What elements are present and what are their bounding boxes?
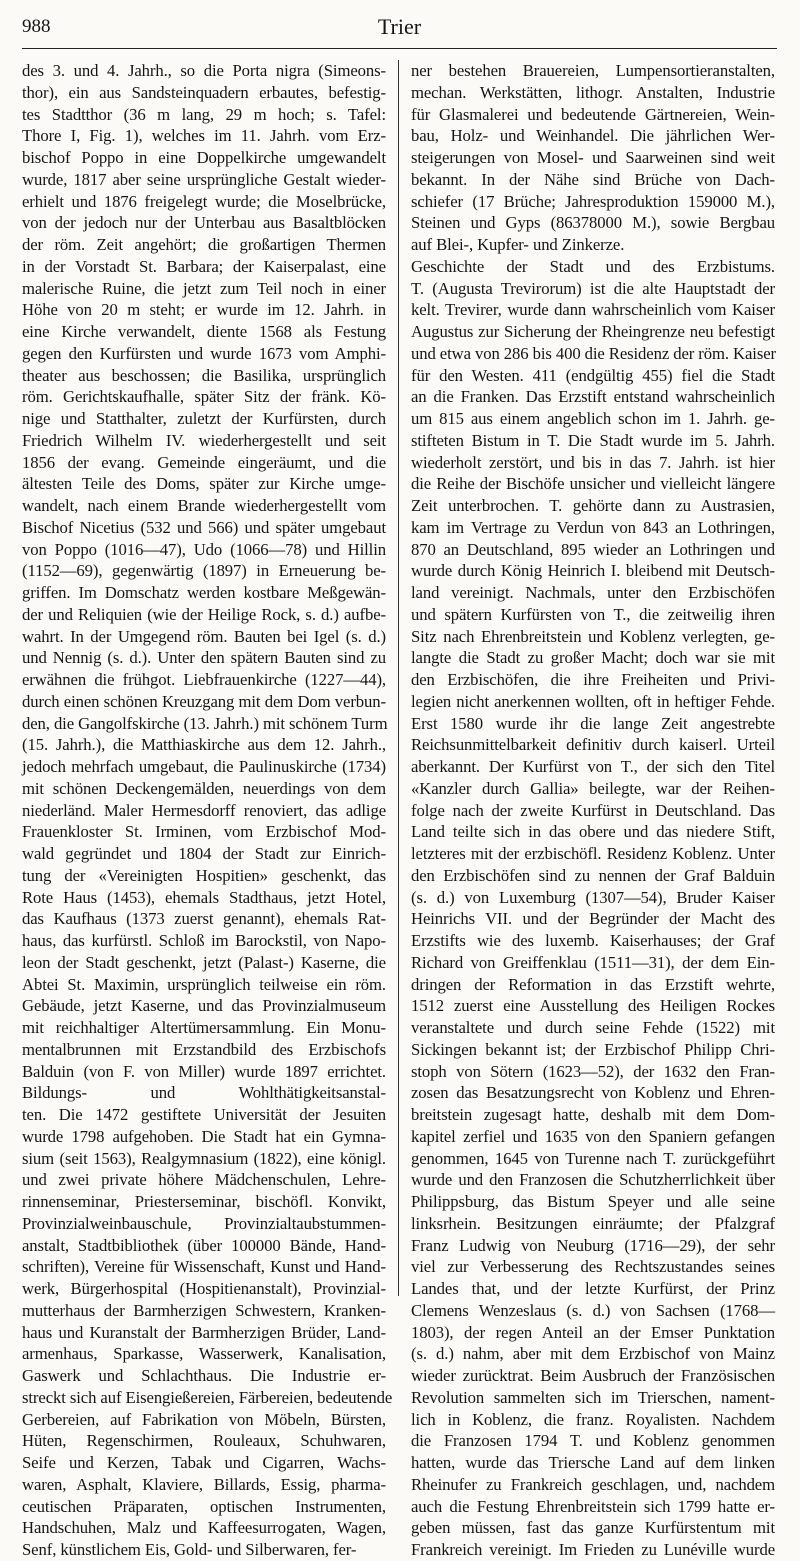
text-line: kam im Vertrage zu Verdun von 843 an Lothringen, (411, 517, 775, 537)
text-line: haus, das kurfürstl. Schloß im Barockstil, von Napo- (22, 931, 386, 950)
text-line: von der jedoch nur der Unterbau aus Basaltblöcken (22, 213, 386, 233)
text-line: anstalt, Stadtbibliothek (über 100000 Bände, Hand- (22, 1235, 386, 1255)
text-line: Heinrichs VII. und der Begründer der Macht des (411, 909, 775, 929)
text-line: leon der Stadt geschenkt, jetzt (Palast-) Kaserne, die (22, 952, 386, 972)
text-line: Revolution sammelten sich im Trierschen, nament- (411, 1387, 775, 1407)
text-line: den Erzbischöfen sind zu nennen der Graf Balduin (411, 865, 775, 885)
text-line: bekannt. In der Nähe sind Brüche von Dach- (411, 169, 775, 189)
text-line: 1512 zuerst eine Ausstellung des Heiligen Rockes (411, 996, 775, 1016)
text-line: griffen. Im Domschatz werden kostbare Meßgewän- (22, 583, 386, 602)
text-line: geben müssen, fast das ganze Kurfürstentum mit (411, 1518, 775, 1538)
text-line: Höhe von 20 m steht; er wurde im 12. Jahrh. in (22, 300, 386, 320)
text-line: Augustus zur Sicherung der Rheingrenze neu befestigt (411, 322, 775, 341)
text-line: langte die Stadt zu großer Macht; doch war sie mit (411, 648, 775, 668)
text-line: Rote Haus (1453), ehemals Stadthaus, jetzt Hotel, (22, 887, 386, 907)
text-line: mechan. Werkstätten, lithogr. Anstalten, Industrie (411, 82, 775, 102)
text-line: wurde, 1817 aber seine ursprüngliche Gestalt wieder- (22, 169, 386, 189)
text-line: Frauenkloster St. Irminen, vom Erzbischof Mod- (22, 822, 386, 842)
text-line: legien nicht anerkennen wollten, oft in heftiger Fehde. (411, 691, 775, 711)
text-line: Steinen und Gyps (86378000 M.), sowie Bergbau (411, 213, 775, 233)
text-line: schriften), Vereine für Wissenschaft, Kunst und Hand- (22, 1257, 386, 1277)
text-line: Provinzialweinbauschule, Provinzialtaubstummen- (22, 1213, 386, 1233)
text-line: und etwa von 286 bis 400 die Residenz der röm. Kaiser (411, 343, 776, 363)
text-line: und zwei private höhere Mädchenschulen, Lehre- (22, 1170, 386, 1190)
text-line: Geschichte der Stadt und des Erzbistums. (411, 256, 775, 276)
right-column (411, 60, 776, 1559)
text-line: Landes that, und der letzte Kurfürst, der Prinz (411, 1279, 775, 1298)
text-line: sium (seit 1563), Realgymnasium (1822), eine königl. (22, 1148, 386, 1168)
text-line: mentalbrunnen mit Erzstandbild des Erzbischofs (22, 1039, 386, 1059)
text-line: das Kaufhaus (1373 zuerst genannt), ehemals Rat- (22, 909, 386, 929)
text-line: ner bestehen Brauereien, Lumpensortieranstalten, (411, 61, 775, 80)
text-line: und spätern Kurfürsten von T., die zeitweilig ihren (411, 604, 775, 624)
text-line: Franz Ludwig von Neuburg (1716—29), der sehr (411, 1235, 775, 1255)
text-line: kelt. Trevirer, wurde dann wahrscheinlich vom Kaiser (411, 300, 775, 320)
text-line: stoph von Sötern (1623—52), der 1632 den Fran- (411, 1061, 775, 1081)
text-line: von Poppo (1016—47), Udo (1066—78) und Hillin (22, 539, 386, 559)
text-line: die Franzosen 1794 T. und Koblenz genommen (411, 1431, 775, 1451)
text-line: haus und Kuranstalt der Barmherzigen Brüder, Land- (22, 1322, 386, 1342)
text-line: Gebäude, jetzt Kaserne, und das Provinzialmuseum (22, 996, 386, 1016)
text-line: wurde 1798 aufgehoben. Die Stadt hat ein Gymna- (22, 1126, 386, 1146)
text-line: Senf, künstlichem Eis, Gold- und Silberwaren, fer- (22, 1540, 357, 1559)
text-line: tung der «Vereinigten Hospitien» geschenkt, das (22, 865, 386, 885)
text-line: steigerungen von Mosel- und Saarweinen sind weit (411, 148, 775, 167)
text-line: Seife und Kerzen, Tabak und Cigarren, Wachs- (22, 1453, 386, 1472)
text-line: malerische Ruine, die jetzt zum Teil noch in einer (22, 278, 386, 298)
text-line: rinnenseminar, Priesterseminar, bischöfl. Konvikt, (22, 1192, 386, 1211)
text-line: röm. Gerichtskaufhalle, später Sitz der fränk. Kö- (22, 387, 386, 407)
text-line: viel zur Verbesserung des Rechtszustandes seines (411, 1257, 775, 1277)
text-line: ältesten Teile des Doms, später zur Kirche umge- (22, 474, 386, 494)
text-line: schiefer (17 Brüche; Jahresproduktion 159000 M.), (411, 191, 775, 211)
text-line: des 3. und 4. Jahrh., so die Porta nigra (Simeons- (22, 61, 386, 80)
text-line: armenhaus, Sparkasse, Wasserwerk, Kanalisation, (22, 1344, 386, 1364)
text-line: erhielt und 1876 freigelegt wurde; die Moselbrücke, (22, 191, 386, 211)
text-line: werk, Bürgerhospital (Hospitienanstalt), Provinzial- (22, 1279, 386, 1298)
text-line: wieder zurücktrat. Beim Ausbruch der Französischen (411, 1366, 775, 1385)
text-line: linksrhein. Besitzungen einräumte; der Pfalzgraf (411, 1213, 775, 1233)
left-column (22, 60, 393, 1559)
text-line: Abtei St. Maximin, ursprünglich teilweise ein röm. (22, 974, 386, 994)
text-line: Sitz nach Ehrenbreitstein und Koblenz verlegten, ge- (411, 626, 775, 646)
text-line: 870 an Deutschland, 895 wieder an Lothringen und (411, 539, 775, 559)
text-line: Gaswerk und Schlachthaus. Die Industrie er- (22, 1366, 386, 1385)
text-line: Bischof Nicetius (532 und 566) und später umgebaut (22, 517, 386, 537)
text-line: der und Reliquien (wie der Heilige Rock, s. d.) aufbe- (22, 604, 386, 624)
text-line: für den Westen. 411 (endgültig 455) fiel die Stadt (411, 365, 775, 385)
text-line: kapitel zerfiel und 1635 von den Spaniern gefangen (411, 1126, 775, 1146)
text-line: an die Franken. Das Erzstift entstand wahrscheinlich (411, 387, 775, 407)
text-line: veranstaltete und durch seine Fehde (1522) mit (411, 1018, 775, 1037)
text-line: Friedrich Wilhelm IV. wiederhergestellt und seit (22, 430, 386, 450)
text-line: theater aus beschossen; die Basilika, ursprünglich (22, 365, 386, 385)
text-line: eine Kirche verwandelt, diente 1568 als Festung (22, 322, 386, 341)
text-line: wald gegründet und 1804 der Stadt zur Einrich- (22, 844, 386, 863)
text-line: dringen der Reformation in das Erzstift wehrte, (411, 974, 775, 994)
text-line: nige und Statthalter, zuletzt der Kurfürsten, durch (22, 409, 386, 428)
text-line: erwähnen die frühgot. Liebfrauenkirche (1227—44), (22, 670, 386, 689)
text-line: den, die Gangolfskirche (13. Jahrh.) mit schönem Turm (22, 713, 388, 733)
text-line: Rheinufer zu Frankreich geschlagen, und, nachdem (411, 1474, 775, 1494)
text-line: streckt sich auf Eisengießereien, Färbereien, bedeutende (22, 1387, 393, 1407)
page-number: 988 (22, 16, 51, 37)
text-line: Reichsunmittelbarkeit definitiv durch kaiserl. Urteil (411, 735, 775, 755)
text-line: die Reihe der Bischöfe unsicher und vielleicht längere (411, 474, 775, 494)
text-line: «Kanzler durch Gallia» beilegte, war der Reihen- (411, 778, 775, 798)
text-line: Philippsburg, das Bistum Speyer und alle seine (411, 1192, 775, 1211)
text-line: Handschuhen, Malz und Kaffeesurrogaten, Wagen, (22, 1518, 386, 1538)
text-line: Gerbereien, auf Fabrikation von Möbeln, Bürsten, (22, 1409, 386, 1429)
text-line: breitstein zugesagt hatte, deshalb mit dem Dom- (411, 1105, 775, 1124)
text-line: mit schönen Deckengemälden, neuerdings von dem (22, 778, 386, 798)
text-line: bischof Poppo in eine Doppelkirche umgewandelt (22, 148, 386, 167)
text-line: für Glasmalerei und bedeutende Gärtnereien, Wein- (411, 104, 775, 124)
text-line: 1856 der evang. Gemeinde eingeräumt, und die (22, 452, 386, 472)
text-line: wiederholt zerstört, und bis in das 7. Jahrh. ist hier (411, 452, 775, 472)
text-line: land vereinigt. Nachmals, unter den Erzbischöfen (411, 583, 775, 602)
text-line: stifteten Bistum in T. Die Stadt wurde im 5. Jahrh. (411, 430, 775, 450)
text-line: 1803), der regen Anteil an der Emser Punktation (411, 1322, 775, 1342)
text-line: wahrt. In der Umgegend röm. Bauten bei Igel (s. d.) (22, 626, 386, 646)
text-line: (1152—69), gegenwärtig (1897) in Erneuerung be- (22, 561, 386, 581)
text-line: folge nach der zweite Kurfürst in Deutschland. Das (411, 800, 775, 820)
text-line: wurde und den Franzosen die Schutzherrlichkeit über (411, 1170, 775, 1190)
text-line: tes Stadtthor (36 m lang, 29 m hoch; s. Tafel: (22, 104, 386, 124)
text-line: wurde durch König Heinrich I. bleibend mit Deutsch- (411, 561, 775, 581)
text-line: zosen das Besatzungsrecht von Koblenz und Ehren- (411, 1083, 775, 1103)
text-line: Erst 1580 wurde ihr die lange Zeit angestrebte (411, 713, 775, 733)
text-line: jedoch mehrfach umgebaut, die Paulinuskirche (1734) (22, 757, 386, 776)
text-line: Balduin (von F. von Miller) wurde 1897 errichtet. (22, 1061, 386, 1081)
text-line: ceutischen Präparaten, optischen Instrumenten, (22, 1496, 386, 1516)
text-line: und Nennig (s. d.). Unter den spätern Bauten sind zu (22, 648, 386, 668)
text-line: Bildungs- und Wohlthätigkeitsanstal- (22, 1083, 386, 1103)
text-line: bau, Holz- und Weinhandel. Die jährlichen Wer- (411, 126, 775, 146)
text-line: (15. Jahrh.), die Matthiaskirche aus dem 12. Jahrh., (22, 735, 386, 755)
text-line: gegen den Kurfürsten und wurde 1673 vom Amphi- (22, 343, 386, 363)
text-line: um 815 aus einem angeblich schon im 1. Jahrh. ge- (411, 409, 775, 428)
text-line: (s. d.) von Luxemburg (1307—54), Bruder Kaiser (411, 887, 775, 907)
page-header (22, 12, 777, 49)
text-line: ten. Die 1472 gestiftete Universität der Jesuiten (22, 1105, 386, 1124)
text-line: aberkannt. Der Kurfürst von T., der sich den Titel (411, 757, 775, 776)
text-line: auf Blei-, Kupfer- und Zinkerze. (411, 235, 625, 254)
text-line: Land teilte sich in das obere und das niedere Stift, (411, 822, 775, 842)
text-line: den Erzbischöfen, die ihre Freiheiten und Privi- (411, 670, 775, 689)
text-line: Sickingen bekannt ist; der Erzbischof Philipp Chri- (411, 1039, 775, 1059)
text-line: auch die Festung Ehrenbreitstein sich 1799 hatte er- (411, 1496, 775, 1516)
text-line: waren, Asphalt, Klaviere, Billards, Essig, pharma- (22, 1474, 386, 1494)
text-columns (22, 60, 777, 1559)
running-head: Trier (377, 14, 422, 39)
text-line: in der Vorstadt St. Barbara; der Kaiserpalast, eine (22, 256, 386, 276)
text-line: lich in Koblenz, die franz. Royalisten. Nachdem (411, 1409, 775, 1429)
text-line: genommen, 1645 von Turenne nach T. zurückgeführt (411, 1148, 775, 1168)
text-line: letzteres mit der erzbischöfl. Residenz Koblenz. Unter (411, 844, 775, 863)
text-line: mit reichhaltiger Altertümersammlung. Ein Monu- (22, 1018, 386, 1037)
text-line: Erzstifts wie des luxemb. Kaiserhauses; der Graf (411, 931, 775, 950)
text-line: Frankreich vereinigt. Im Frieden zu Lunéville wurde (411, 1540, 775, 1559)
text-line: Clemens Wenzeslaus (s. d.) von Sachsen (1768— (411, 1300, 775, 1320)
text-line: Thore I, Fig. 1), welches im 11. Jahrh. vom Erz- (22, 126, 386, 146)
text-line: Richard von Greiffenklau (1511—31), der dem Ein- (411, 952, 775, 972)
text-line: Zeit unterbrochen. T. gehörte dann zu Austrasien, (411, 496, 775, 515)
text-line: wandelt, nach einem Brande wiederhergestellt vom (22, 496, 386, 515)
text-line: T. (Augusta Trevirorum) ist die alte Hauptstadt der (411, 278, 775, 298)
text-line: niederländ. Maler Hermesdorff renoviert, das adlige (22, 800, 386, 820)
text-line: (s. d.) nahm, aber mit dem Erzbischof von Mainz (411, 1344, 775, 1364)
text-line: der röm. Zeit angehört; die großartigen Thermen (22, 235, 386, 254)
text-line: Hüten, Regenschirmen, Rouleaux, Schuhwaren, (22, 1431, 386, 1451)
text-line: mutterhaus der Barmherzigen Schwestern, Kranken- (22, 1300, 386, 1320)
text-line: hatten, wurde das Triersche Land auf dem linken (411, 1453, 775, 1472)
text-line: durch einen schönen Kreuzgang mit dem Dom verbun- (22, 691, 386, 711)
text-line: thor), ein aus Sandsteinquadern erbautes, befestig- (22, 82, 386, 102)
column-divider (398, 60, 399, 1296)
